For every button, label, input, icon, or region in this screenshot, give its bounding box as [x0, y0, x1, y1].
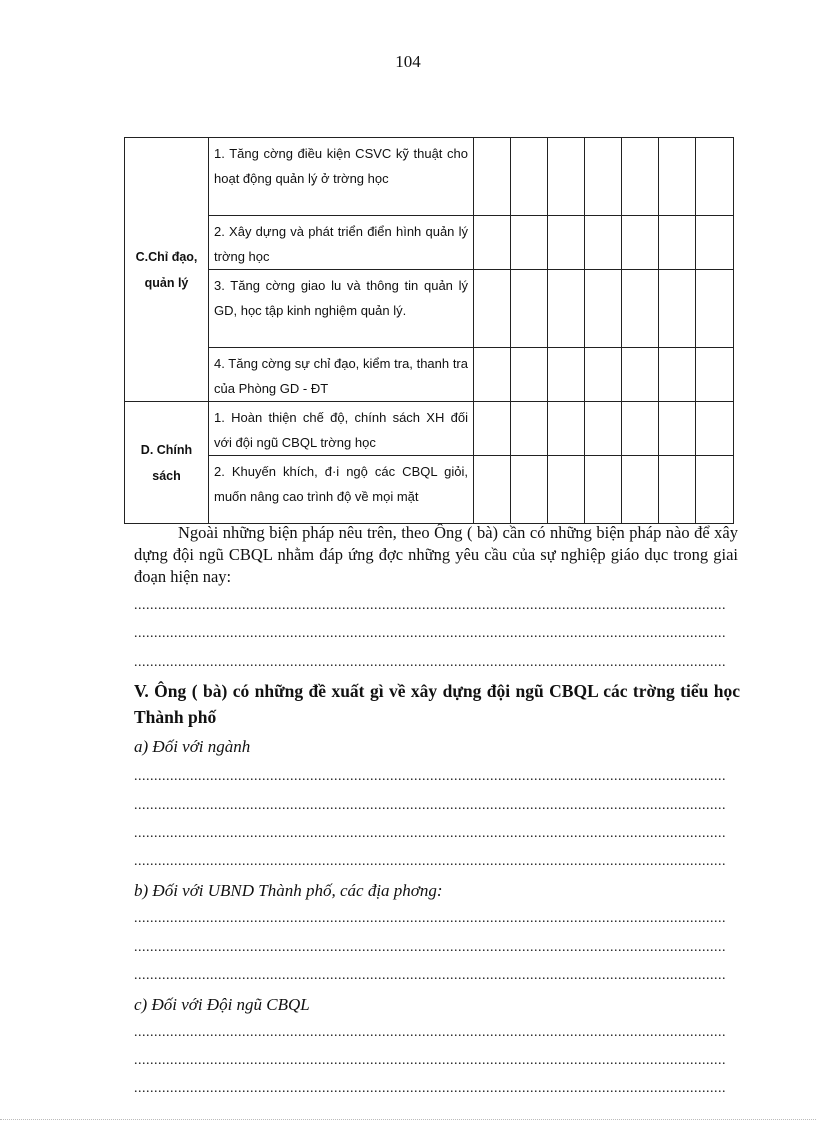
subsection-b-label: b) Đối với UBND Thành phố, các địa phơng: — [134, 881, 443, 900]
score-cell[interactable] — [585, 270, 622, 348]
score-cell[interactable] — [696, 348, 734, 402]
score-cell[interactable] — [622, 348, 659, 402]
measure-cell — [209, 138, 474, 216]
score-cell[interactable] — [511, 216, 548, 270]
score-cell[interactable] — [474, 216, 511, 270]
score-cell[interactable] — [622, 402, 659, 456]
score-cell[interactable] — [696, 216, 734, 270]
score-cell[interactable] — [511, 402, 548, 456]
answer-line[interactable]: .................................................................................................................................................... — [134, 827, 726, 841]
score-cell[interactable] — [511, 138, 548, 216]
measure-text: 1. Hoàn thiện chế độ, chính sách XH đối với đội ngũ CBQL trờng học — [214, 410, 468, 450]
group-label: C.Chỉ đạo, quản lý — [135, 249, 198, 290]
score-cell[interactable] — [696, 456, 734, 524]
score-cell[interactable] — [585, 138, 622, 216]
measure-cell — [209, 348, 474, 402]
score-cell[interactable] — [548, 270, 585, 348]
table-row — [125, 270, 734, 348]
score-cell[interactable] — [548, 216, 585, 270]
group-cell-d — [125, 402, 209, 524]
page-bottom-divider — [0, 1119, 816, 1120]
score-cell[interactable] — [585, 348, 622, 402]
score-cell[interactable] — [548, 456, 585, 524]
score-cell[interactable] — [696, 138, 734, 216]
table-row — [125, 456, 734, 524]
page-number: 104 — [395, 52, 421, 71]
measure-cell — [209, 216, 474, 270]
score-cell[interactable] — [622, 138, 659, 216]
score-cell[interactable] — [622, 216, 659, 270]
score-cell[interactable] — [659, 138, 696, 216]
measure-text: 3. Tăng cờng giao lu và thông tin quản lý GD, học tập kinh nghiệm quản lý. — [214, 278, 468, 318]
intro-paragraph: Ngoài những biện pháp nêu trên, theo Ông ( bà) cần có những biện pháp nào để xây dựng đội ngũ CBQL nhằm đáp ứng đợc những yêu cầu của sự nghiệp giáo dục trong giai đoạn hiện nay: — [134, 523, 738, 586]
group-cell-c — [125, 138, 209, 402]
score-cell[interactable] — [696, 270, 734, 348]
score-cell[interactable] — [659, 456, 696, 524]
score-cell[interactable] — [585, 402, 622, 456]
score-cell[interactable] — [585, 216, 622, 270]
score-cell[interactable] — [548, 402, 585, 456]
answer-line[interactable]: .................................................................................................................................................... — [134, 1026, 726, 1040]
score-cell[interactable] — [474, 348, 511, 402]
table-row — [125, 138, 734, 216]
subsection-a-label: a) Đối với ngành — [134, 737, 251, 756]
subsection-c-label: c) Đối với Đội ngũ CBQL — [134, 995, 310, 1014]
answer-line[interactable]: .................................................................................................................................................... — [134, 799, 726, 813]
answer-line[interactable]: .................................................................................................................................................... — [134, 1054, 726, 1068]
answer-line[interactable]: .................................................................................................................................................... — [134, 855, 726, 869]
measure-text: 2. Xây dựng và phát triển điển hình quản lý trờng học — [214, 224, 468, 264]
score-cell[interactable] — [659, 402, 696, 456]
answer-line[interactable]: .................................................................................................................................................... — [134, 770, 726, 784]
score-cell[interactable] — [474, 270, 511, 348]
measure-text: 2. Khuyến khích, đ·i ngộ các CBQL giỏi, muốn nâng cao trình độ về mọi mặt — [214, 464, 468, 504]
score-cell[interactable] — [511, 456, 548, 524]
measure-text: 1. Tăng cờng điều kiện CSVC kỹ thuật cho hoạt động quản lý ở trờng học — [214, 146, 468, 186]
section-v-heading: V. Ông ( bà) có những đề xuất gì về xây dựng đội ngũ CBQL các trờng tiểu học Thành phố — [134, 681, 740, 727]
score-cell[interactable] — [622, 270, 659, 348]
score-cell[interactable] — [659, 216, 696, 270]
answer-line[interactable]: .................................................................................................................................................... — [134, 1082, 726, 1096]
table-row — [125, 402, 734, 456]
table-row — [125, 216, 734, 270]
answer-line[interactable]: .................................................................................................................................................... — [134, 627, 726, 641]
answer-line[interactable]: .................................................................................................................................................... — [134, 599, 726, 613]
answer-line[interactable]: .................................................................................................................................................... — [134, 941, 726, 955]
score-cell[interactable] — [511, 348, 548, 402]
score-cell[interactable] — [474, 138, 511, 216]
score-cell[interactable] — [511, 270, 548, 348]
score-cell[interactable] — [474, 456, 511, 524]
score-cell[interactable] — [696, 402, 734, 456]
survey-table — [124, 137, 734, 524]
score-cell[interactable] — [585, 456, 622, 524]
measure-text: 4. Tăng cờng sự chỉ đạo, kiểm tra, thanh tra của Phòng GD - ĐT — [214, 356, 468, 396]
measure-cell — [209, 402, 474, 456]
score-cell[interactable] — [548, 348, 585, 402]
score-cell[interactable] — [659, 348, 696, 402]
score-cell[interactable] — [474, 402, 511, 456]
score-cell[interactable] — [548, 138, 585, 216]
score-cell[interactable] — [622, 456, 659, 524]
answer-line[interactable]: .................................................................................................................................................... — [134, 656, 726, 670]
table-row — [125, 348, 734, 402]
group-label: D. Chính sách — [140, 442, 193, 483]
answer-line[interactable]: .................................................................................................................................................... — [134, 912, 726, 926]
score-cell[interactable] — [659, 270, 696, 348]
measure-cell — [209, 456, 474, 524]
measure-cell — [209, 270, 474, 348]
answer-line[interactable]: .................................................................................................................................................... — [134, 969, 726, 983]
